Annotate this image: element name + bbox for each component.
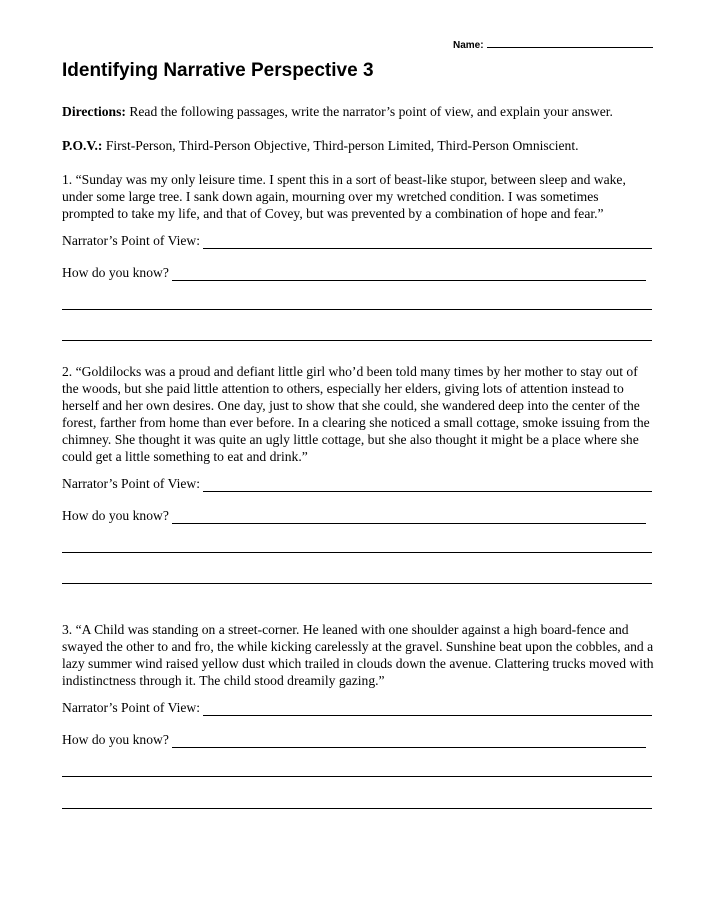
pov-answer-line[interactable] [203, 478, 652, 492]
pov-answer-line[interactable] [203, 702, 652, 716]
pov-answer-3[interactable] [62, 699, 652, 716]
explain-line[interactable] [172, 510, 646, 524]
passage-1: 1. “Sunday was my only leisure time. I spent this in a sort of beast-like stupor, between sleep and wake, under some large tree. I sank down again, mourning over my wretched condition. I was sometimes prompted to take my life, and that of Covey, but was prevented by a combination of hope and fear.” [62, 172, 626, 221]
explain-answer-2[interactable] [62, 507, 646, 524]
directions [62, 103, 654, 120]
pov-label: P.O.V.: [62, 138, 103, 153]
explain-label: How do you know? [62, 732, 169, 747]
passage-2: 2. “Goldilocks was a proud and defiant little girl who’d been told many times by her mother to stay out of the woods, but she paid little attention to others, especially her elders, giving lots of attention instead to herself and her own desires. One day, just to show that she could, she wandered deep into the center of the forest, farther from home than ever before. In a clearing she noticed a small cottage, smoke issuing from the chimney. She thought it was quite an ugly little cottage, but she also thought it might be a place where she could get a little something to eat and drink.” [62, 364, 650, 464]
explain-answer-1[interactable] [62, 264, 646, 281]
name-blank[interactable] [487, 38, 653, 48]
pov-answer-2[interactable] [62, 475, 652, 492]
pov-options [62, 137, 654, 154]
pov-answer-label: Narrator’s Point of View: [62, 476, 200, 491]
pov-answer-line[interactable] [203, 235, 652, 249]
pov-answer-label: Narrator’s Point of View: [62, 233, 200, 248]
answer-line[interactable] [62, 808, 652, 809]
pov-text: First-Person, Third-Person Objective, Third-person Limited, Third-Person Omniscient. [102, 138, 579, 153]
worksheet-title: Identifying Narrative Perspective 3 [62, 60, 374, 81]
name-label: Name: [453, 40, 484, 51]
pov-answer-1[interactable] [62, 232, 652, 249]
passage-3: 3. “A Child was standing on a street-corner. He leaned with one shoulder against a high board-fence and swayed the other to and fro, the while kicking carelessly at the gravel. Sunshine beat upon the cobbles, and a lazy summer wind raised yellow dust which trailed in clouds down the avenue. Clattering trucks moved with indistinctness through it. The child stood dreamily gazing.” [62, 622, 654, 688]
explain-line[interactable] [172, 267, 646, 281]
explain-answer-3[interactable] [62, 731, 646, 748]
explain-label: How do you know? [62, 508, 169, 523]
explain-line[interactable] [172, 734, 646, 748]
answer-line[interactable] [62, 776, 652, 777]
answer-line[interactable] [62, 552, 652, 553]
pov-answer-label: Narrator’s Point of View: [62, 700, 200, 715]
answer-line[interactable] [62, 340, 652, 341]
answer-line[interactable] [62, 583, 652, 584]
explain-label: How do you know? [62, 265, 169, 280]
directions-label: Directions: [62, 104, 126, 119]
answer-line[interactable] [62, 309, 652, 310]
directions-text: Read the following passages, write the narrator’s point of view, and explain your answer. [125, 104, 613, 119]
name-field[interactable] [453, 38, 653, 51]
